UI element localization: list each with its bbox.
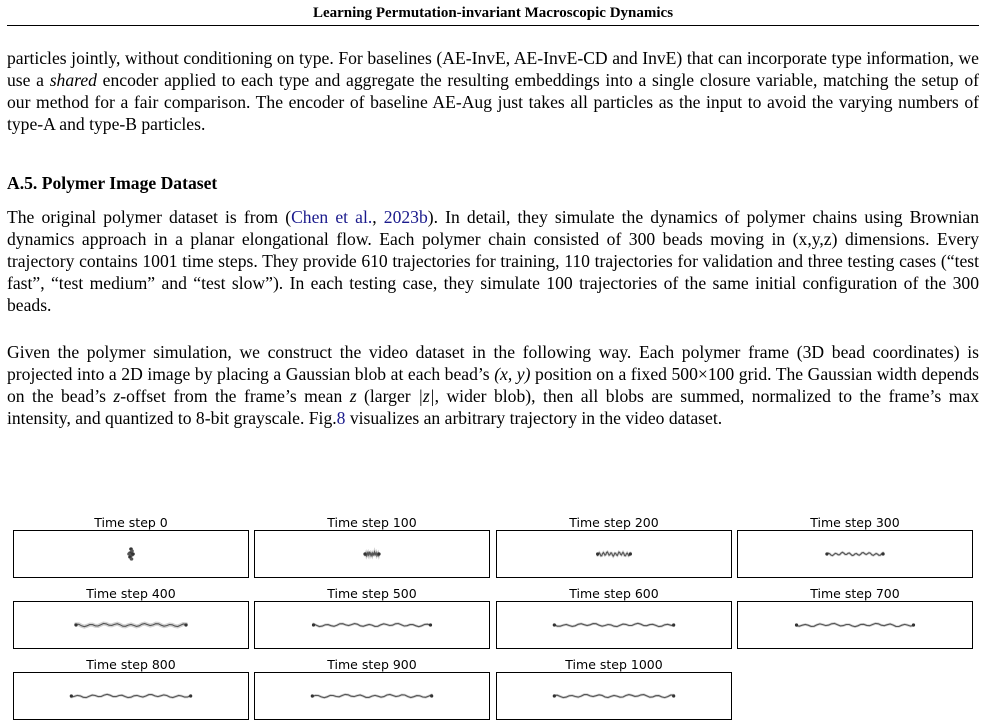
paragraph3-text-e: , wider blob), then all blobs are summed, normalized to the frame’s max intensity, and quantized to 8-bit grayscale. Fig. [7,386,979,428]
panel-title: Time step 0 [94,515,168,530]
chain-end-bead [553,694,556,697]
frame-image [13,601,249,649]
frame-image [254,672,490,720]
frame-image [496,672,732,720]
polymer-bead [130,553,134,556]
polymer-coil [127,547,135,560]
paragraph3-text-f: visualizes an arbitrary trajectory in the video dataset. [345,408,723,428]
panel-title: Time step 800 [86,657,176,672]
chain-end-bead [912,623,915,626]
polymer-chain-halo [71,694,190,697]
chain-end-bead [629,552,632,555]
polymer-chain [71,694,190,697]
frame-image [496,530,732,578]
polymer-chain [598,552,631,556]
paragraph-baselines [7,47,979,135]
chain-end-bead [311,694,314,697]
chain-end-bead [795,623,798,626]
chain-end-bead [672,694,675,697]
chain-end-bead [596,552,599,555]
paragraph3-text-c: -offset from the frame’s mean [120,386,350,406]
polymer-chain-render [738,602,972,648]
math-abs-z: |z| [418,386,435,406]
frame-image [13,530,249,578]
paragraph1-text-a: particles jointly, without conditioning on type. For baselines (AE-InvE, AE-InvE-CD and InvE) that can incorporate type information, we use a [7,48,979,90]
polymer-chain [827,552,883,555]
polymer-bead [130,557,134,560]
frame-image [496,601,732,649]
polymer-chain [554,623,673,626]
paragraph3-text-b: position on a fixed 500×100 grid. The Gaussian width depends on the bead’s [7,364,979,406]
header-rule [7,25,979,26]
paragraph3-text-d: (larger [356,386,419,406]
polymer-bead [128,555,132,558]
chain-end-bead [70,694,73,697]
chain-end-bead [363,552,366,555]
polymer-chain-render [255,602,489,648]
paragraph3-text-a: Given the polymer simulation, we construct the video dataset in the following way. Each polymer frame (3D bead coordinates) is projected into a 2D image by placing a Gaussian blob at each bead’s [7,342,979,384]
chain-end-bead [312,623,315,626]
polymer-chain-halo [797,623,914,626]
chain-end-bead [189,694,192,697]
polymer-chain-halo [554,695,673,698]
chain-end-bead [825,552,828,555]
panel-title: Time step 200 [569,515,659,530]
chain-end-bead [377,552,380,555]
polymer-chain-render [497,531,731,577]
paragraph1-text-b: encoder applied to each type and aggregate the resulting embeddings into a single closure variable, matching the setup of our method for a fair comparison. The encoder of baseline AE-Aug just takes all particles as the input to avoid the varying numbers of type-A and type-B particles. [7,70,979,134]
polymer-chain-halo [76,624,186,627]
paragraph2-text-b: ). In detail, they simulate the dynamics of polymer chains using Brownian dynamics approach in a planar elongational flow. Each polymer chain consisted of 300 beads moving in (x,y,z) dimensions. Every trajectory contains 1001 time steps. They provide 610 trajectories for training, 110 trajectories for validation and three testing cases (“test fast”, “test medium” and “test slow”). In each testing case, they simulate 100 trajectories of the same initial configuration of the 300 beads. [7,207,980,315]
chain-end-bead [430,694,433,697]
paragraph2-text-a: The original polymer dataset is from ( [7,207,292,227]
figure-reference-link[interactable]: 8 [336,408,346,428]
polymer-chain-render [255,673,489,719]
polymer-chain [365,552,379,556]
polymer-bead [128,551,132,554]
frame-image [737,530,973,578]
panel-title: Time step 100 [327,515,417,530]
polymer-chain-render [14,531,248,577]
math-z-offset: z [113,386,121,406]
running-header: Learning Permutation-invariant Macroscopic Dynamics [312,5,674,21]
polymer-chain-render [14,602,248,648]
citation-author-link[interactable]: Chen et al. [291,207,373,227]
polymer-bead [127,552,131,555]
polymer-chain-render [255,531,489,577]
polymer-chain-render [738,531,972,577]
polymer-chain-halo [312,694,431,697]
polymer-chain-halo [554,623,673,626]
frame-image [254,601,490,649]
panel-title: Time step 900 [327,657,417,672]
polymer-chain [554,695,673,698]
chain-end-bead [74,623,77,626]
polymer-bead [129,547,133,550]
chain-end-bead [553,623,556,626]
chain-end-bead [672,623,675,626]
chain-end-bead [184,623,187,626]
polymer-chain-render [14,673,248,719]
panel-title: Time step 1000 [565,657,663,672]
polymer-chain [76,624,186,627]
polymer-chain [312,694,431,697]
panel-title: Time step 300 [810,515,900,530]
polymer-chain-render [497,673,731,719]
frame-image [737,601,973,649]
paragraph1-emphasis: shared [49,70,97,90]
panel-title: Time step 700 [810,586,900,601]
panel-title: Time step 500 [327,586,417,601]
chain-end-bead [881,552,884,555]
frame-image [254,530,490,578]
polymer-bead [131,552,135,555]
panel-title: Time step 600 [569,586,659,601]
polymer-chain [797,623,914,626]
math-xy: (x, y) [494,364,531,384]
frame-image [13,672,249,720]
citation-year-link[interactable]: 2023b [383,207,428,227]
paragraph-dataset-origin [7,206,979,316]
panel-title: Time step 400 [86,586,176,601]
polymer-chain-halo [598,552,631,556]
paragraph-video-construction [7,341,979,429]
polymer-chain-halo [827,552,883,555]
polymer-chain-render [497,602,731,648]
citation-separator: , [372,207,384,227]
section-heading: A.5. Polymer Image Dataset [7,173,218,193]
math-z-mean: z [349,386,357,406]
polymer-chain [314,624,431,627]
chain-end-bead [429,623,432,626]
polymer-chain-halo [365,552,379,556]
polymer-chain-halo [314,624,431,627]
polymer-bead [130,549,134,552]
